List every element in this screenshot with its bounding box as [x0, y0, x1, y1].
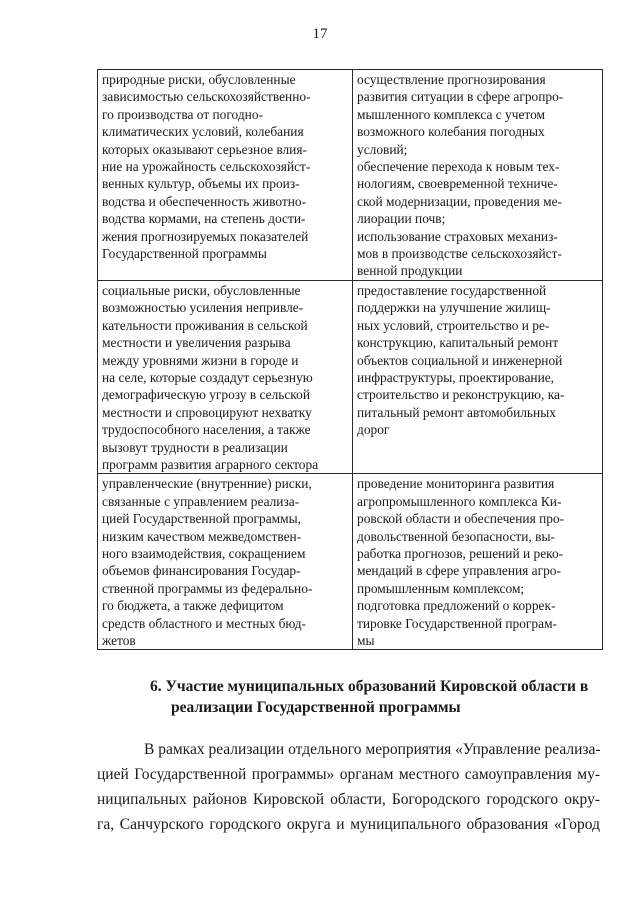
text-line: работка прогнозов, решений и реко- [357, 545, 564, 561]
text-line: дорог [357, 422, 390, 438]
text-line: мы [357, 633, 375, 648]
text-line: вызовут трудности в реализации [102, 439, 288, 455]
text-line: поддержки на улучшение жилищ- [357, 300, 551, 316]
paragraph-line: ниципальных районов Кировской области, Богородского городского окру- [97, 791, 600, 808]
text-line: цией Государственной программы, [102, 511, 301, 527]
text-line: подготовка предложений о коррек- [357, 598, 556, 614]
text-line: трудоспособного населения, а также [102, 422, 311, 438]
text-line: промышленным комплексом; [357, 580, 525, 596]
text-line: строительство и реконструкцию, ка- [357, 387, 565, 403]
measure-cell [353, 474, 603, 650]
text-line: ровской области и обеспечения про- [357, 511, 565, 527]
text-line: между уровнями жизни в городе и [102, 352, 299, 368]
text-line: возможностью усиления непривле- [102, 300, 304, 316]
measure-cell [353, 70, 603, 281]
text-line: на селе, которые создадут серьезную [102, 369, 313, 385]
text-line: проведение мониторинга развития [357, 476, 555, 492]
text-line: обеспечение перехода к новым тех- [357, 159, 560, 175]
text-line: го бюджета, а также дефицитом [102, 598, 284, 614]
text-line: объектов социальной и инженерной [357, 352, 563, 368]
text-line: кательности проживания в сельской [102, 317, 308, 333]
risk-cell [98, 280, 353, 473]
text-line: агропромышленного комплекса Ки- [357, 493, 562, 509]
text-line: жения прогнозируемых показателей [102, 228, 309, 244]
text-line: ние на урожайность сельскохозяйст- [102, 159, 311, 175]
text-line: предоставление государственной [357, 282, 547, 298]
section-heading [150, 676, 590, 718]
risk-cell [98, 474, 353, 650]
text-line: объемов финансирования Государ- [102, 563, 301, 579]
text-line: мов в производстве сельскохозяйст- [357, 246, 562, 262]
text-line: местности и спровоцируют нехватку [102, 404, 312, 420]
text-line: мендаций в сфере управления агро- [357, 563, 561, 579]
text-line: ных условий, строительство и ре- [357, 317, 550, 333]
body-paragraph [97, 737, 600, 837]
risk-cell [98, 70, 353, 281]
table-row [98, 474, 603, 650]
text-line: управленческие (внутренние) риски, [102, 476, 312, 492]
text-line: которых оказывают серьезное влия- [102, 141, 307, 157]
paragraph-line: В рамках реализации отдельного мероприятия «Управление реализа- [144, 741, 601, 758]
text-line: связанные с управлением реализа- [102, 493, 300, 509]
table-row [98, 70, 603, 281]
text-line: Государственной программы [102, 246, 267, 262]
text-line: питальный ремонт автомобильных [357, 404, 556, 420]
text-line: жетов [102, 633, 136, 648]
text-line: инфраструктуры, проектирование, [357, 369, 555, 385]
text-line: программ развития аграрного сектора [102, 456, 319, 472]
paragraph-line: га, Санчурского городского округа и муниципального образования «Город [97, 816, 600, 833]
text-line: венной продукции [357, 263, 463, 279]
text-line: мышленного комплекса с учетом [357, 106, 545, 122]
text-line: социальные риски, обусловленные [102, 282, 301, 298]
risk-measures-table [97, 69, 603, 650]
heading-line: 6. Участие муниципальных образований Кировской области в [150, 678, 589, 695]
text-line: развития ситуации в сфере агропро- [357, 89, 564, 105]
text-line: климатических условий, колебания [102, 124, 304, 140]
text-line: возможного колебания погодных [357, 124, 545, 140]
text-line: ской модернизации, проведения ме- [357, 193, 563, 209]
page-number: 17 [312, 26, 328, 42]
text-line: довольственной безопасности, вы- [357, 528, 555, 544]
text-line: местности и увеличения разрыва [102, 335, 291, 351]
text-line: водства и обеспеченность животно- [102, 193, 307, 209]
text-line: демографическую угрозу в сельской [102, 387, 310, 403]
heading-line: реализации Государственной программы [171, 699, 461, 716]
text-line: го производства от погодно- [102, 106, 263, 122]
paragraph-line: цией Государственной программы» органам местного самоуправления му- [97, 766, 600, 783]
text-line: водства кормами, на степень дости- [102, 211, 306, 227]
text-line: венных культур, объемы их произ- [102, 176, 300, 192]
text-line: использование страховых механиз- [357, 228, 558, 244]
text-line: природные риски, обусловленные [102, 72, 296, 87]
text-line: лиорации почв; [357, 211, 446, 227]
text-line: ственной программы из федерально- [102, 580, 313, 596]
text-line: тировке Государственной програм- [357, 615, 558, 631]
text-line: средств областного и местных бюд- [102, 615, 307, 631]
text-line: низким качеством межведомствен- [102, 528, 302, 544]
text-line: условий; [357, 141, 408, 157]
text-line: конструкцию, капитальный ремонт [357, 335, 559, 351]
text-line: осуществление прогнозирования [357, 72, 546, 87]
text-line: нологиям, своевременной техниче- [357, 176, 558, 192]
text-line: ного взаимодействия, сокращением [102, 545, 306, 561]
table-row [98, 280, 603, 473]
measure-cell [353, 280, 603, 473]
text-line: зависимостью сельскохозяйственно- [102, 89, 311, 105]
